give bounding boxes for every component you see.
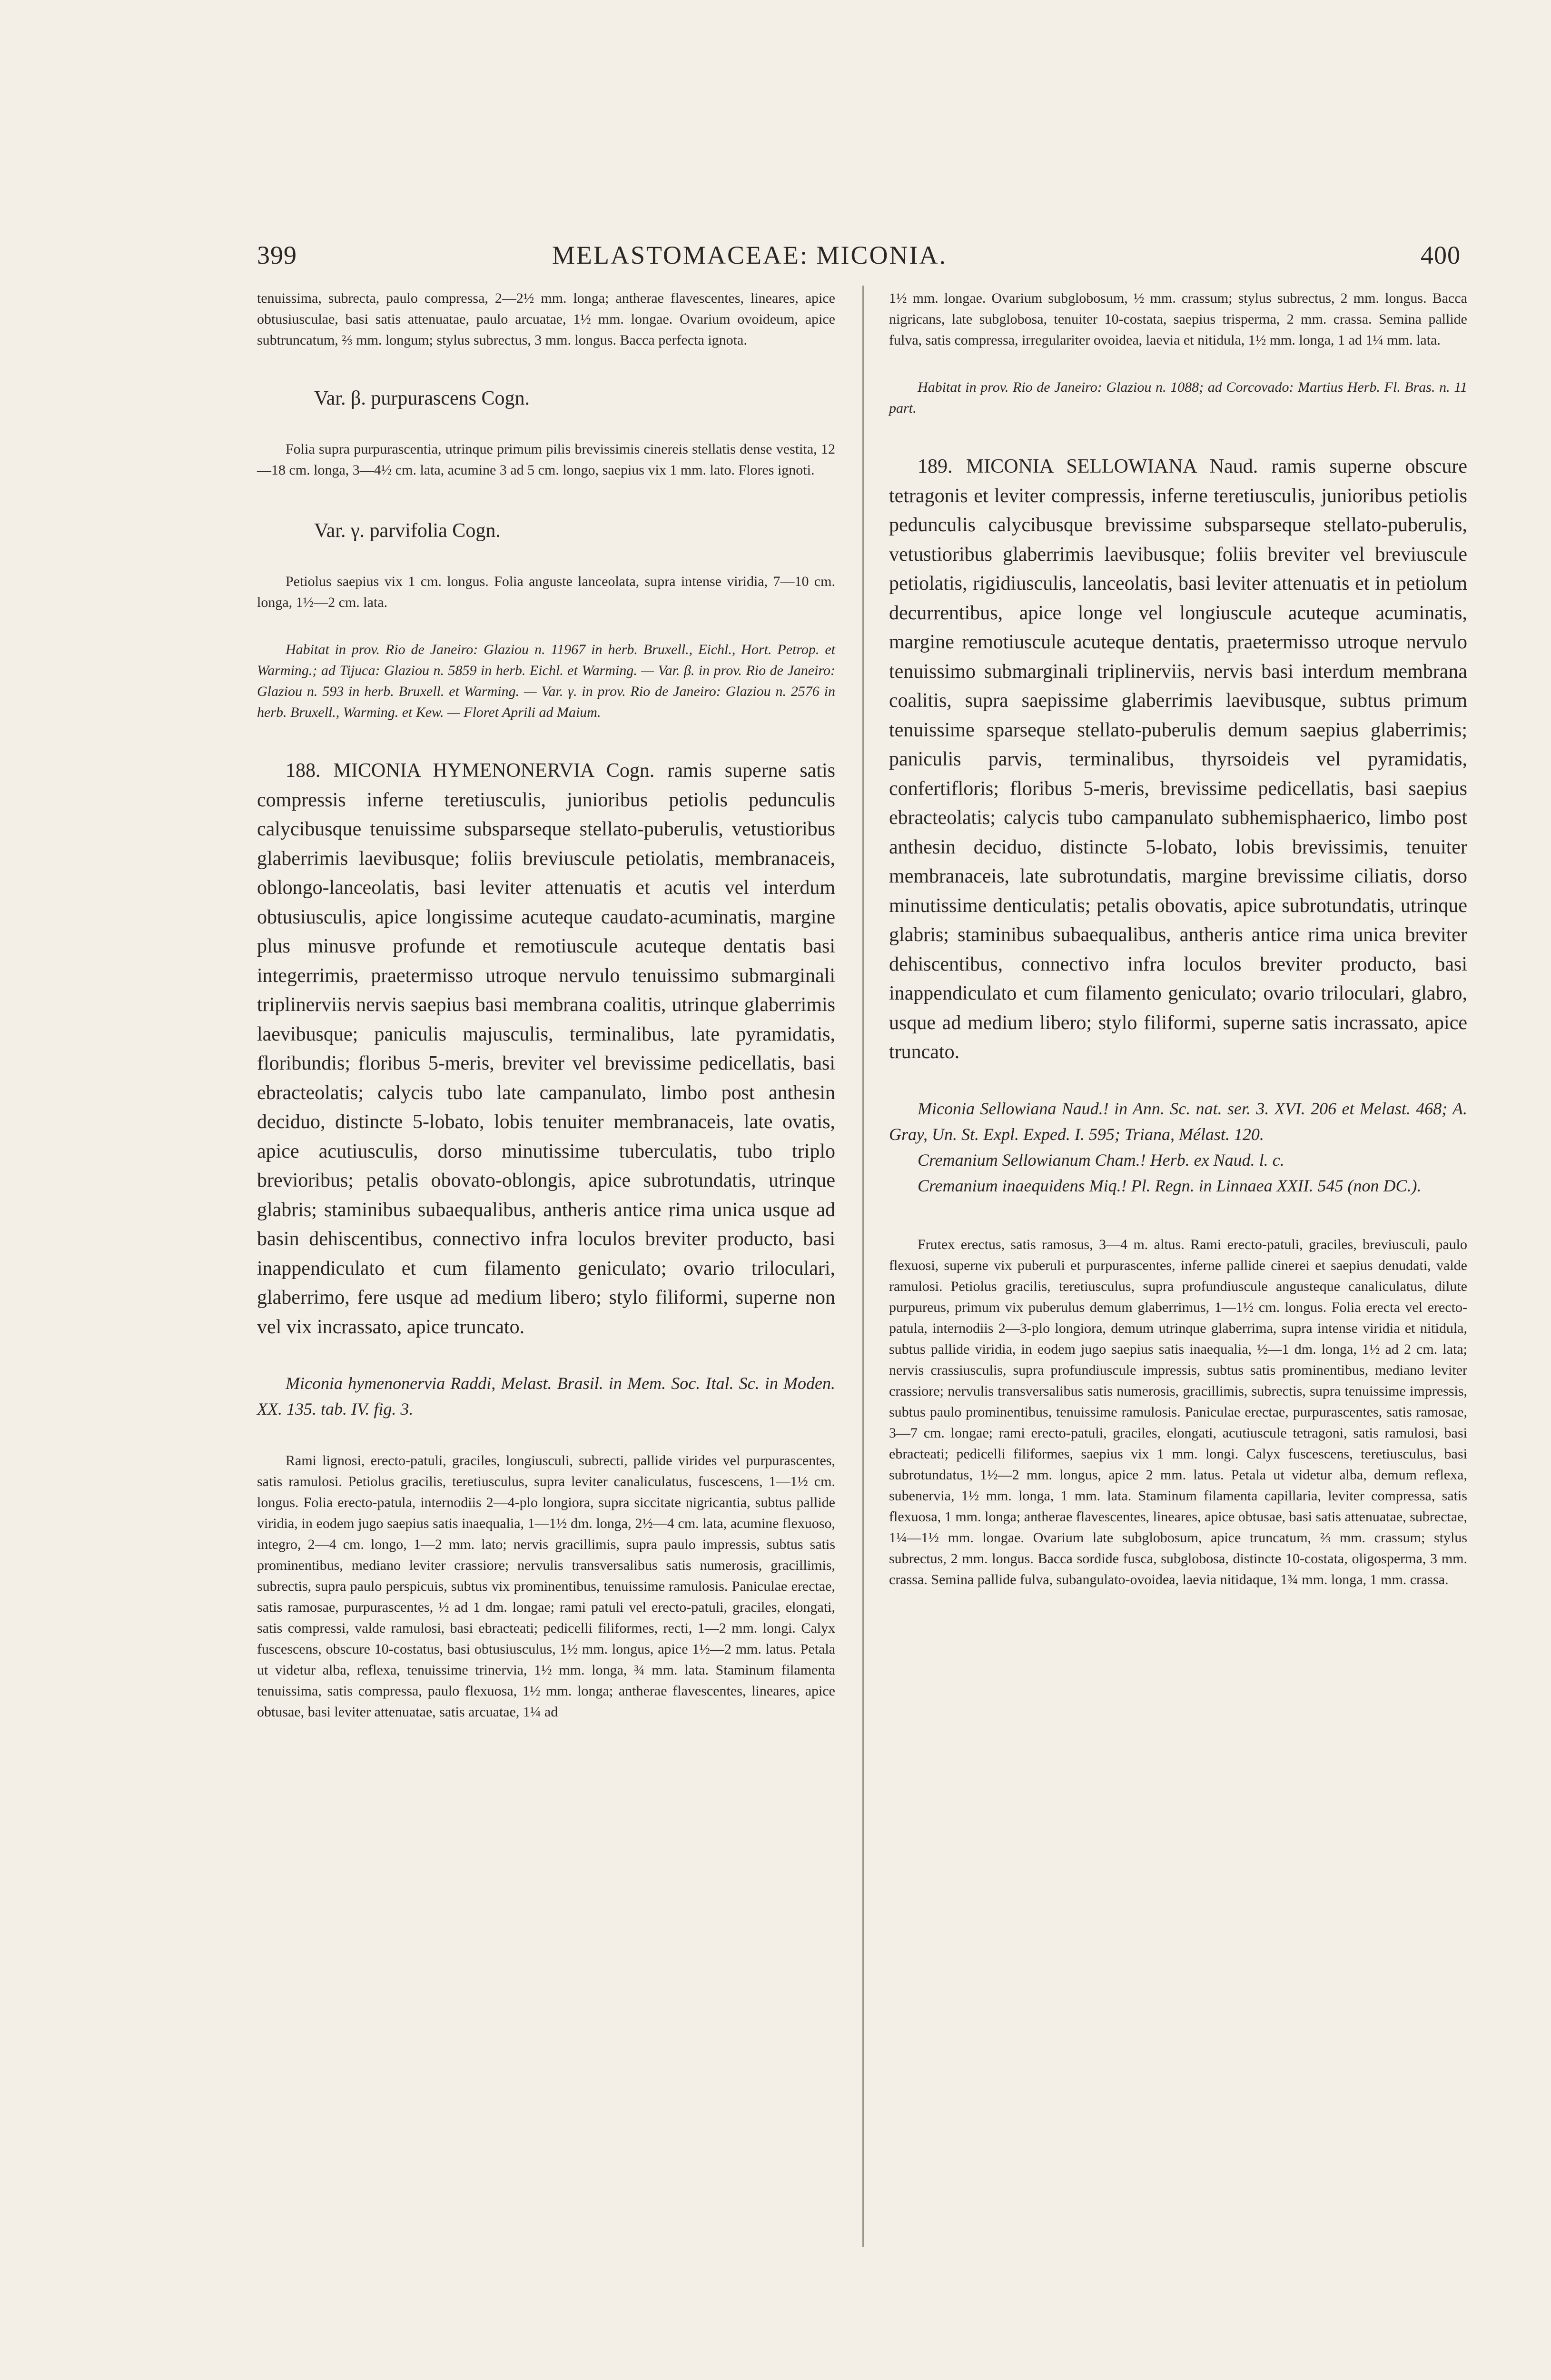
variety-gamma-heading: Var. γ. parvifolia Cogn. xyxy=(314,520,501,542)
synonym-2: Cremanium inaequidens Miq.! Pl. Regn. in Linnaea XXII. 545 (non DC.). xyxy=(918,1176,1422,1195)
species-188-citation: Miconia hymenonervia Raddi, Melast. Brasil. in Mem. Soc. Ital. Sc. in Moden. XX. 135. tab. IV. fig. 3. xyxy=(257,1374,835,1418)
running-title: MELASTOMACEAE: MICONIA. xyxy=(552,241,948,269)
species-188-diagnosis: 188. MICONIA HYMENONERVIA Cogn. ramis superne satis compressis inferne teretiusculis, junioribus petiolis pedunculis calycibusque tenuissime subsparseque stellato-puberulis, vetustioribus glaberrimis laevibusque; foliis breviuscule petiolatis, membranaceis, oblongo-lanceolatis, basi leviter attenuatis et acutis vel interdum obtusiusculis, apice longissime acuteque caudato-acuminatis, margine plus minusve profunde et remotiuscule acuteque dentatis basi integerrimis, praetermisso utroque nervulo tenuissimo submarginali triplinerviis nervis saepius basi membrana coalitis, utrinque glaberrimis laevibusque; paniculis majusculis, terminalibus, late pyramidatis, floribundis; floribus 5-meris, breviter vel brevissime pedicellatis, basi ebracteolatis; calycis tubo late campanulato, limbo post anthesin deciduo, distincte 5-lobato, lobis tenuiter membranaceis, late ovatis, apice acutiusculis, dorso minutissime tuberculatis, tubo triplo brevioribus; petalis obovato-oblongis, apice subrotundatis, utrinque glabris; staminibus subaequalibus, antheris antice rima unica usque ad basin dehiscentibus, connectivo infra loculos breviter producto, basi inappendiculato et cum filamento geniculato; ovario triloculari, glaberrimo, fere usque ad medium libero; stylo filiformi, superne non vel vix incrassato, apice truncato. xyxy=(257,760,835,1338)
left-column xyxy=(257,288,835,1723)
right-column xyxy=(889,288,1467,1590)
synonym-1: Cremanium Sellowianum Cham.! Herb. ex Naud. l. c. xyxy=(918,1150,1284,1170)
page-number-right: 400 xyxy=(1421,241,1461,269)
habitat-note: Habitat in prov. Rio de Janeiro: Glaziou n. 11967 in herb. Bruxell., Eichl., Hort. Petrop. et Warming.; ad Tijuca: Glaziou n. 5859 in herb. Eichl. et Warming. — Var. β. in prov. Rio de Janeiro: Glaziou n. 593 in herb. Bruxell. et Warming. — Var. γ. in prov. Rio de Janeiro: Glaziou n. 2576 in herb. Bruxell., Warming. et Kew. — Floret Aprili ad Maium. xyxy=(257,642,835,720)
variety-gamma-description: Petiolus saepius vix 1 cm. longus. Folia anguste lanceolata, supra intense viridia, 7—10 cm. longa, 1½—2 cm. lata. xyxy=(257,574,835,610)
page-number-left: 399 xyxy=(257,241,297,269)
species-189-citation: Miconia Sellowiana Naud.! in Ann. Sc. nat. ser. 3. XVI. 206 et Melast. 468; A. Gray, Un. St. Expl. Exped. I. 595; Triana, Mélast. 120. xyxy=(889,1099,1467,1144)
variety-beta-description: Folia supra purpurascentia, utrinque primum pilis brevissimis cinereis stellatis dense vestita, 12—18 cm. longa, 3—4½ cm. lata, acumine 3 ad 5 cm. longo, saepius vix 1 mm. lato. Flores ignoti. xyxy=(257,441,835,478)
description-continued: tenuissima, subrecta, paulo compressa, 2—2½ mm. longa; antherae flavescentes, lineares, apice obtusiusculae, basi satis attenuatae, paulo arcuatae, 1½ mm. longae. Ovarium ovoideum, apice subtruncatum, ⅔ mm. longum; stylus subrectus, 3 mm. longus. Bacca perfecta ignota. xyxy=(257,290,835,348)
species-188-description: Rami lignosi, erecto-patuli, graciles, longiusculi, subrecti, pallide virides vel purpurascentes, satis ramulosi. Petiolus gracilis, teretiusculus, supra leviter canaliculatus, fuscescens, 1—1½ cm. longus. Folia erecto-patula, internodiis 2—4-plo longiora, supra siccitate nigricantia, subtus pallide viridia, in eodem jugo saepius satis inaequalia, 1—1½ dm. longa, 2½—4 cm. lata, acumine flexuoso, integro, 2—4 cm. longo, 1—2 mm. lato; nervis gracillimis, supra paulo impressis, subtus satis prominentibus, mediano leviter crassiore; nervulis transversalibus satis numerosis, gracillimis, subrectis, supra paulo perspicuis, subtus vix prominentibus, tenuissime ramulosis. Paniculae erectae, satis ramosae, purpurascentes, ½ ad 1 dm. longae; rami patuli vel erecto-patuli, graciles, elongati, satis compressi, valde ramulosi, basi ebracteati; pedicelli filiformes, recti, 1—2 mm. longi. Calyx fuscescens, obscure 10-costatus, basi obtusiusculus, 1½ mm. longus, apice 1½—2 mm. latus. Petala ut videtur alba, reflexa, tenuissime trinervia, 1½ mm. longa, ¾ mm. lata. Staminum filamenta tenuissima, satis compressa, paulo flexuosa, 1½ mm. longa; antherae flavescentes, lineares, apice obtusae, basi leviter attenuatae, satis arcuatae, 1¼ ad xyxy=(257,1453,835,1720)
habitat-note-right: Habitat in prov. Rio de Janeiro: Glaziou n. 1088; ad Corcovado: Martius Herb. Fl. Bras. n. 11 part. xyxy=(889,379,1467,416)
species-189-description: Frutex erectus, satis ramosus, 3—4 m. altus. Rami erecto-patuli, graciles, breviusculi, paulo flexuosi, superne vix puberuli et purpurascentes, inferne pallide cinerei et saepius denudati, valde ramulosi. Petiolus gracilis, teretiusculus, supra profundiuscule angusteque canaliculatus, dilute purpureus, primum vix puberulus demum glaberrimus, 1—1½ cm. longus. Folia erecta vel erecto-patula, internodiis 2—3-plo longiora, demum utrinque glaberrima, supra intense viridia et nitidula, subtus pallide viridia, in eodem jugo saepius satis inaequalia, ½—1 dm. longa, 1½ ad 2 cm. lata; nervis crassiusculis, supra profundiuscule impressis, subtus satis prominentibus, mediano leviter crassiore; nervulis transversalibus satis numerosis, gracillimis, subrectis, supra tenuissime impressis, subtus paulo prominentibus, tenuissime ramulosis. Paniculae erectae, purpurascentes, satis ramosae, 3—7 cm. longae; rami erecto-patuli, graciles, elongati, acutiuscule tetragoni, satis ramulosi, basi ebracteati; pedicelli filiformes, saepius vix 1 mm. longi. Calyx fuscescens, teretiusculus, basi subrotundatus, 1½—2 mm. longus, apice 2 mm. latus. Petala ut videtur alba, demum reflexa, subenervia, 1½ mm. longa, 1 mm. lata. Staminum filamenta capillaria, leviter compressa, satis flexuosa, 1 mm. longa; antherae flavescentes, lineares, apice obtusae, basi satis attenuatae, subrectae, 1¼—1½ mm. longae. Ovarium late subglobosum, apice truncatum, ⅔ mm. crassum; stylus subrectus, 2 mm. longus. Bacca sordide fusca, subglobosa, distincte 10-costata, oligosperma, 3 mm. crassa. Semina pallide fulva, subangulato-ovoidea, laevia nitidaque, 1¾ mm. longa, 1 mm. crassa. xyxy=(889,1236,1467,1587)
species-189-diagnosis: 189. MICONIA SELLOWIANA Naud. ramis superne obscure tetragonis et leviter compressis, inferne teretiusculis, junioribus petiolis pedunculis calycibusque brevissime subsparseque stellato-puberulis, vetustioribus glaberrimis laevibusque; foliis breviter vel breviuscule petiolatis, rigidiusculis, lanceolatis, basi leviter attenuatis et in petiolum decurrentibus, apice longe vel longiuscule acuteque acuminatis, margine remotiuscule acuteque dentatis, praetermisso utroque nervulo tenuissimo submarginali triplinerviis, nervis basi interdum membrana coalitis, supra saepissime glaberrimis laevibusque, subtus primum tenuissime sparseque stellato-puberulis demum saepius glaberrimis; paniculis parvis, terminalibus, thyrsoideis vel pyramidatis, confertifloris; floribus 5-meris, brevissime pedicellatis, basi saepius ebracteolatis; calycis tubo campanulato subhemisphaerico, limbo post anthesin deciduo, distincte 5-lobato, lobis brevissimis, tenuiter membranaceis, late subrotundatis, margine brevissime ciliatis, dorso minutissime denticulatis; petalis obovatis, apice subrotundatis, utrinque glabris; staminibus subaequalibus, antheris antice rima unica breviter dehiscentibus, connectivo infra loculos breviter producto, basi inappendiculato et cum filamento geniculato; ovario triloculari, glabro, usque ad medium libero; stylo filiformi, superne satis incrassato, apice truncato. xyxy=(889,456,1467,1063)
description-continued-right: 1½ mm. longae. Ovarium subglobosum, ½ mm. crassum; stylus subrectus, 2 mm. longus. Bacca nigricans, late subglobosa, tenuiter 10-costata, saepius trisperma, 2 mm. crassa. Semina pallide fulva, satis compressa, irregulariter ovoidea, laevia et nitidula, 1½ mm. longa, 1 ad 1¼ mm. lata. xyxy=(889,290,1467,348)
column-divider xyxy=(862,286,864,2247)
variety-beta-heading: Var. β. purpurascens Cogn. xyxy=(314,387,530,409)
